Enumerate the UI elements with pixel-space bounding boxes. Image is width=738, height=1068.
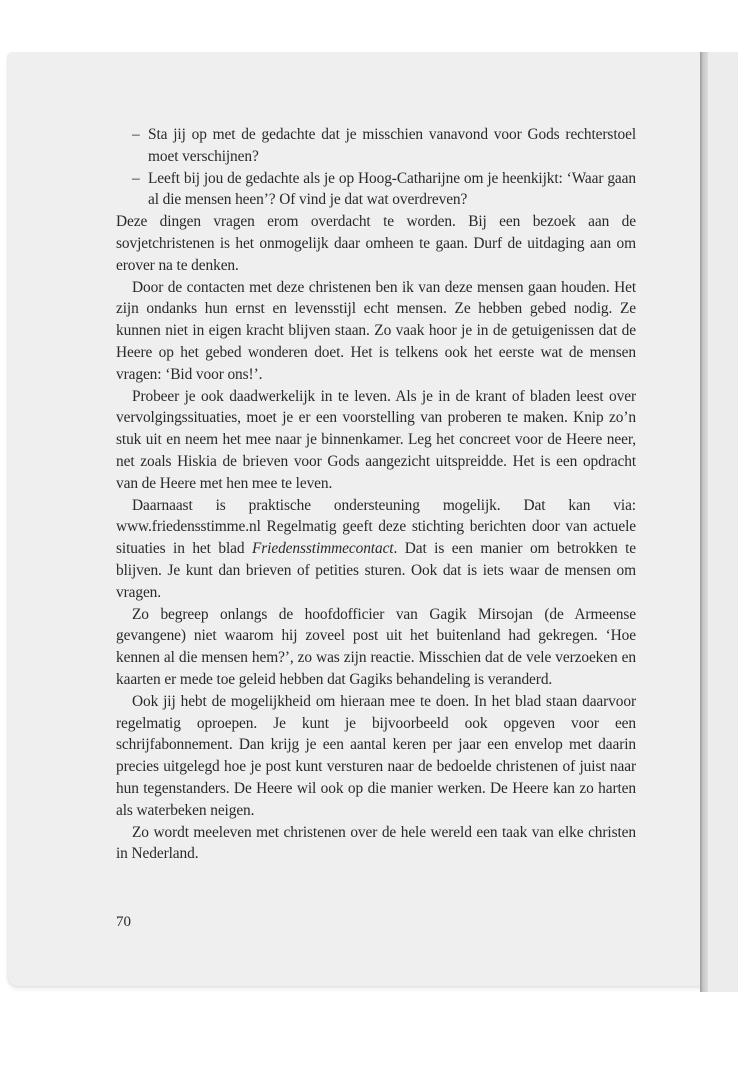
page-gutter [708, 52, 738, 992]
bullet-dash: – [132, 169, 140, 187]
paragraph [116, 495, 636, 604]
bullet-text: Sta jij op met de gedachte dat je misschien vanavond voor Gods rechterstoel moet verschijnen? [148, 126, 636, 165]
paragraph: Ook jij hebt de mogelijkheid om hieraan mee te doen. In het blad staan daarvoor regelmatig oproepen. Je kunt je bijvoorbeeld ook opgeven voor een schrijfabonnement. Dan krijg je een aantal keren per jaar een envelop met daarin precies uitgelegd hoe je post kunt versturen naar de bedoelde christenen of juist naar hun tegenstanders. De Heere wil ook op die manier werken. De Heere kan zo harten als waterbeken neigen. [116, 692, 636, 819]
bullet-item [116, 124, 636, 168]
magazine-title: Friedensstimmecontact [251, 540, 394, 558]
paragraph: Probeer je ook daadwerkelijk in te leven. Als je in de krant of bladen leest over vervolgingssituaties, moet je er een voorstelling van proberen te maken. Knip zo’n stuk uit en neem het mee naar je binnenkamer. Leg het concreet voor de Heere neer, net zoals Hiskia de brieven voor Gods aangezicht uitspreidde. Het is een opdracht van de Heere met hen mee te leven. [116, 387, 636, 492]
body-text [116, 124, 636, 865]
bullet-dash: – [132, 126, 140, 143]
book-spine [700, 52, 708, 992]
bullet-item [116, 168, 636, 212]
page-number: 70 [116, 914, 131, 930]
paragraph-text: Daarnaast is praktische ondersteuning mogelijk. Dat kan via: www.friedensstimme.nl Regelmatig geeft deze stichting berichten door van actuele situaties in het blad [116, 496, 636, 558]
paragraph-text: . Dat is een manier om betrokken te blijven. Je kunt dan brieven of petities sturen. Ook dat is iets waar de mensen om vragen. [116, 540, 637, 601]
bullet-text: Leeft bij jou de gedachte als je op Hoog-Catharijne om je heenkijkt: ‘Waar gaan al die mensen heen’? Of vind je dat wat overdreven? [148, 169, 636, 209]
paragraph: Door de contacten met deze christenen ben ik van deze mensen gaan houden. Het zijn ondanks hun ernst en levensstijl echt mensen. Ze hebben gebed nodig. Ze kunnen niet in eigen kracht blijven staan. Zo vaak hoor je in de getuigenissen dat de Heere op het gebed wonderen doet. Het is telkens ook het eerste wat de mensen vragen: ‘Bid voor ons!’. [116, 278, 636, 383]
paragraph: Deze dingen vragen erom overdacht te worden. Bij een bezoek aan de sovjetchristenen is het onmogelijk daar omheen te gaan. Durf de uitdaging aan om erover na te denken. [116, 213, 636, 274]
paragraph: Zo begreep onlangs de hoofdofficier van Gagik Mirsojan (de Armeense gevangene) niet waarom hij zoveel post uit het buitenland had gekregen. ‘Hoe kennen al die mensen hem?’, zo was zijn reactie. Misschien dat de vele verzoeken en kaarten er mede toe geleid hebben dat Gagiks behandeling is veranderd. [116, 605, 636, 688]
paragraph: Zo wordt meeleven met christenen over de hele wereld een taak van elke christen in Nederland. [116, 823, 636, 863]
